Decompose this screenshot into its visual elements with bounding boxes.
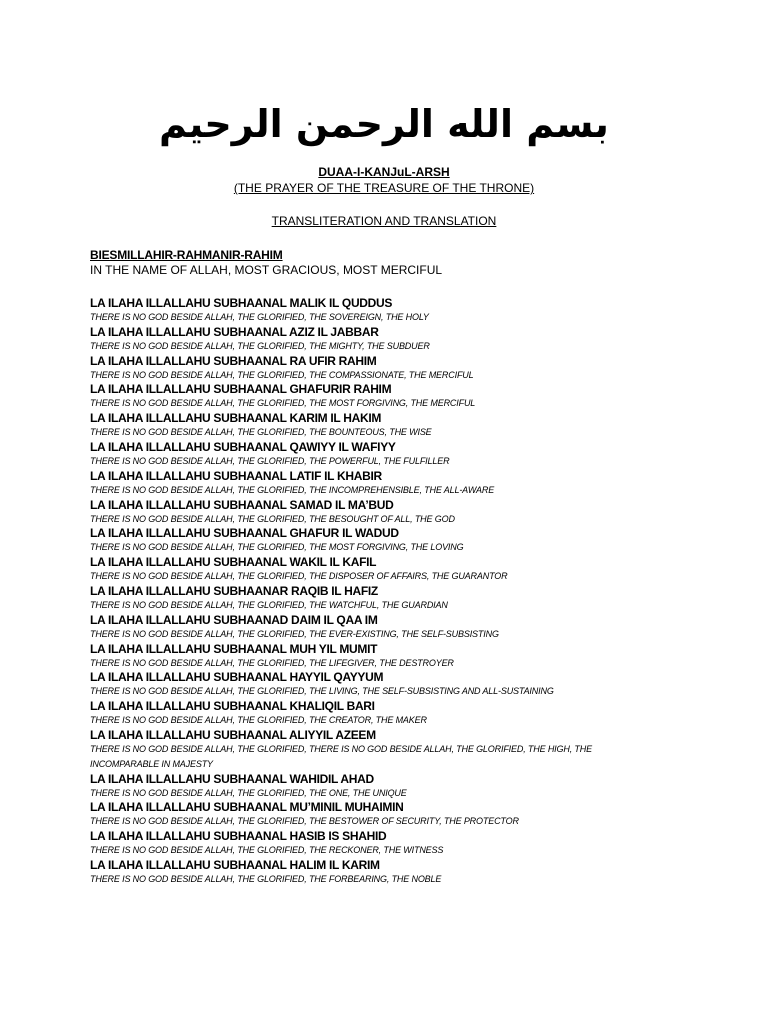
- verse-list: [90, 296, 650, 887]
- verse-translation: THERE IS NO GOD BESIDE ALLAH, THE GLORIFIED, THE LIFEGIVER, THE DESTROYER: [90, 657, 454, 668]
- verse-item: [90, 382, 650, 411]
- verse-translation: THERE IS NO GOD BESIDE ALLAH, THE GLORIFIED, THE WATCHFUL, THE GUARDIAN: [90, 599, 448, 610]
- verse-translation: THERE IS NO GOD BESIDE ALLAH, THE GLORIFIED, THE MIGHTY, THE SUBDUER: [90, 340, 430, 351]
- verse-transliteration: LA ILAHA ILLALLAHU SUBHAANAL GHAFUR IL WADUD: [90, 526, 399, 541]
- verse-item: [90, 699, 650, 728]
- verse-item: [90, 555, 650, 584]
- verse-transliteration: LA ILAHA ILLALLAHU SUBHAANAD DAIM IL QAA IM: [90, 612, 378, 627]
- document-subtitle: (THE PRAYER OF THE TREASURE OF THE THRONE): [233, 181, 535, 195]
- document-title: DUAA-I-KANJuL-ARSH: [318, 165, 450, 179]
- verse-item: [90, 858, 650, 887]
- verse-transliteration: LA ILAHA ILLALLAHU SUBHAANAL MALIK IL QUDDUS: [90, 296, 393, 310]
- verse-item: [90, 829, 650, 858]
- verse-translation: THERE IS NO GOD BESIDE ALLAH, THE GLORIFIED, THE CREATOR, THE MAKER: [90, 715, 427, 726]
- verse-translation: THERE IS NO GOD BESIDE ALLAH, THE GLORIFIED, THE MOST FORGIVING, THE MERCIFUL: [90, 398, 476, 409]
- verse-transliteration: LA ILAHA ILLALLAHU SUBHAANAL LATIF IL KHABIR: [90, 468, 382, 483]
- verse-transliteration: LA ILAHA ILLALLAHU SUBHAANAL HALIM IL KARIM: [90, 857, 380, 872]
- verse-translation: THERE IS NO GOD BESIDE ALLAH, THE GLORIFIED, THE DISPOSER OF AFFAIRS, THE GUARANTOR: [90, 571, 508, 582]
- verse-item: [90, 800, 650, 829]
- intro-translation: IN THE NAME OF ALLAH, MOST GRACIOUS, MOST MERCIFUL: [90, 263, 443, 277]
- verse-item: [90, 411, 650, 440]
- verse-translation: THERE IS NO GOD BESIDE ALLAH, THE GLORIFIED, THE LIVING, THE SELF-SUBSISTING AND ALL-SUSTAINING: [90, 686, 554, 697]
- verse-translation: THERE IS NO GOD BESIDE ALLAH, THE GLORIFIED, THE FORBEARING, THE NOBLE: [90, 873, 442, 884]
- verse-transliteration: LA ILAHA ILLALLAHU SUBHAANAL MU’MINIL MUHAIMIN: [90, 800, 404, 815]
- verse-item: [90, 440, 650, 469]
- verse-translation: THERE IS NO GOD BESIDE ALLAH, THE GLORIFIED, THE BESTOWER OF SECURITY, THE PROTECTOR: [90, 816, 519, 827]
- verse-item: [90, 469, 650, 498]
- verse-transliteration: LA ILAHA ILLALLAHU SUBHAANAL WAHIDIL AHAD: [90, 771, 374, 786]
- verse-transliteration: LA ILAHA ILLALLAHU SUBHAANAL KHALIQIL BARI: [90, 699, 375, 714]
- verse-translation: THERE IS NO GOD BESIDE ALLAH, THE GLORIFIED, THE EVER-EXISTING, THE SELF-SUBSISTING: [90, 628, 499, 639]
- verse-transliteration: LA ILAHA ILLALLAHU SUBHAANAL QAWIYY IL WAFIYY: [90, 439, 396, 454]
- section-heading: TRANSLITERATION AND TRANSLATION: [271, 214, 497, 228]
- verse-transliteration: LA ILAHA ILLALLAHU SUBHAANAL HAYYIL QAYYUM: [90, 670, 384, 685]
- verse-translation: THERE IS NO GOD BESIDE ALLAH, THE GLORIFIED, THE RECKONER, THE WITNESS: [90, 845, 444, 856]
- verse-translation: THERE IS NO GOD BESIDE ALLAH, THE GLORIFIED, THE MOST FORGIVING, THE LOVING: [90, 542, 464, 553]
- verse-transliteration: LA ILAHA ILLALLAHU SUBHAANAL MUH YIL MUMIT: [90, 641, 378, 656]
- verse-item: [90, 325, 650, 354]
- verse-transliteration: LA ILAHA ILLALLAHU SUBHAANAR RAQIB IL HAFIZ: [90, 583, 378, 598]
- verse-transliteration: LA ILAHA ILLALLAHU SUBHAANAL GHAFURIR RAHIM: [90, 382, 392, 397]
- verse-transliteration: LA ILAHA ILLALLAHU SUBHAANAL RA UFIR RAHIM: [90, 353, 377, 368]
- verse-item: [90, 296, 650, 325]
- intro-block: [90, 248, 710, 278]
- verse-translation: THERE IS NO GOD BESIDE ALLAH, THE GLORIFIED, THE BOUNTEOUS, THE WISE: [90, 427, 432, 438]
- verse-translation: THERE IS NO GOD BESIDE ALLAH, THE GLORIFIED, THE BESOUGHT OF ALL, THE GOD: [90, 513, 455, 524]
- verse-transliteration: LA ILAHA ILLALLAHU SUBHAANAL ALIYYIL AZEEM: [90, 727, 376, 742]
- verse-item: [90, 772, 650, 801]
- verse-transliteration: LA ILAHA ILLALLAHU SUBHAANAL SAMAD IL MA’BUD: [90, 497, 394, 512]
- verse-transliteration: LA ILAHA ILLALLAHU SUBHAANAL AZIZ IL JABBAR: [90, 324, 379, 339]
- verse-translation: THERE IS NO GOD BESIDE ALLAH, THE GLORIFIED, THE INCOMPREHENSIBLE, THE ALL-AWARE: [90, 484, 495, 495]
- verse-translation: THERE IS NO GOD BESIDE ALLAH, THE GLORIFIED, THE SOVEREIGN, THE HOLY: [90, 312, 429, 322]
- verse-translation: THERE IS NO GOD BESIDE ALLAH, THE GLORIFIED, THERE IS NO GOD BESIDE ALLAH, THE GLORIFIED, THE HIGH, THE INCOMPARABLE IN MAJESTY: [90, 743, 592, 769]
- verse-item: [90, 642, 650, 671]
- verse-transliteration: LA ILAHA ILLALLAHU SUBHAANAL WAKIL IL KAFIL: [90, 555, 377, 570]
- verse-item: [90, 498, 650, 527]
- verse-translation: THERE IS NO GOD BESIDE ALLAH, THE GLORIFIED, THE POWERFUL, THE FULFILLER: [90, 455, 450, 466]
- verse-transliteration: LA ILAHA ILLALLAHU SUBHAANAL KARIM IL HAKIM: [90, 411, 382, 426]
- verse-item: [90, 613, 650, 642]
- verse-item: [90, 354, 650, 383]
- verse-translation: THERE IS NO GOD BESIDE ALLAH, THE GLORIFIED, THE ONE, THE UNIQUE: [90, 787, 407, 798]
- verse-item: [90, 728, 650, 772]
- verse-translation: THERE IS NO GOD BESIDE ALLAH, THE GLORIFIED, THE COMPASSIONATE, THE MERCIFUL: [90, 369, 474, 380]
- intro-transliteration: BIESMILLAHIR-RAHMANIR-RAHIM: [90, 248, 283, 262]
- verse-item: [90, 584, 650, 613]
- verse-item: [90, 670, 650, 699]
- bismillah-calligraphy: بسم الله الرحمن الرحيم: [159, 102, 609, 146]
- verse-transliteration: LA ILAHA ILLALLAHU SUBHAANAL HASIB IS SHAHID: [90, 829, 387, 844]
- verse-item: [90, 526, 650, 555]
